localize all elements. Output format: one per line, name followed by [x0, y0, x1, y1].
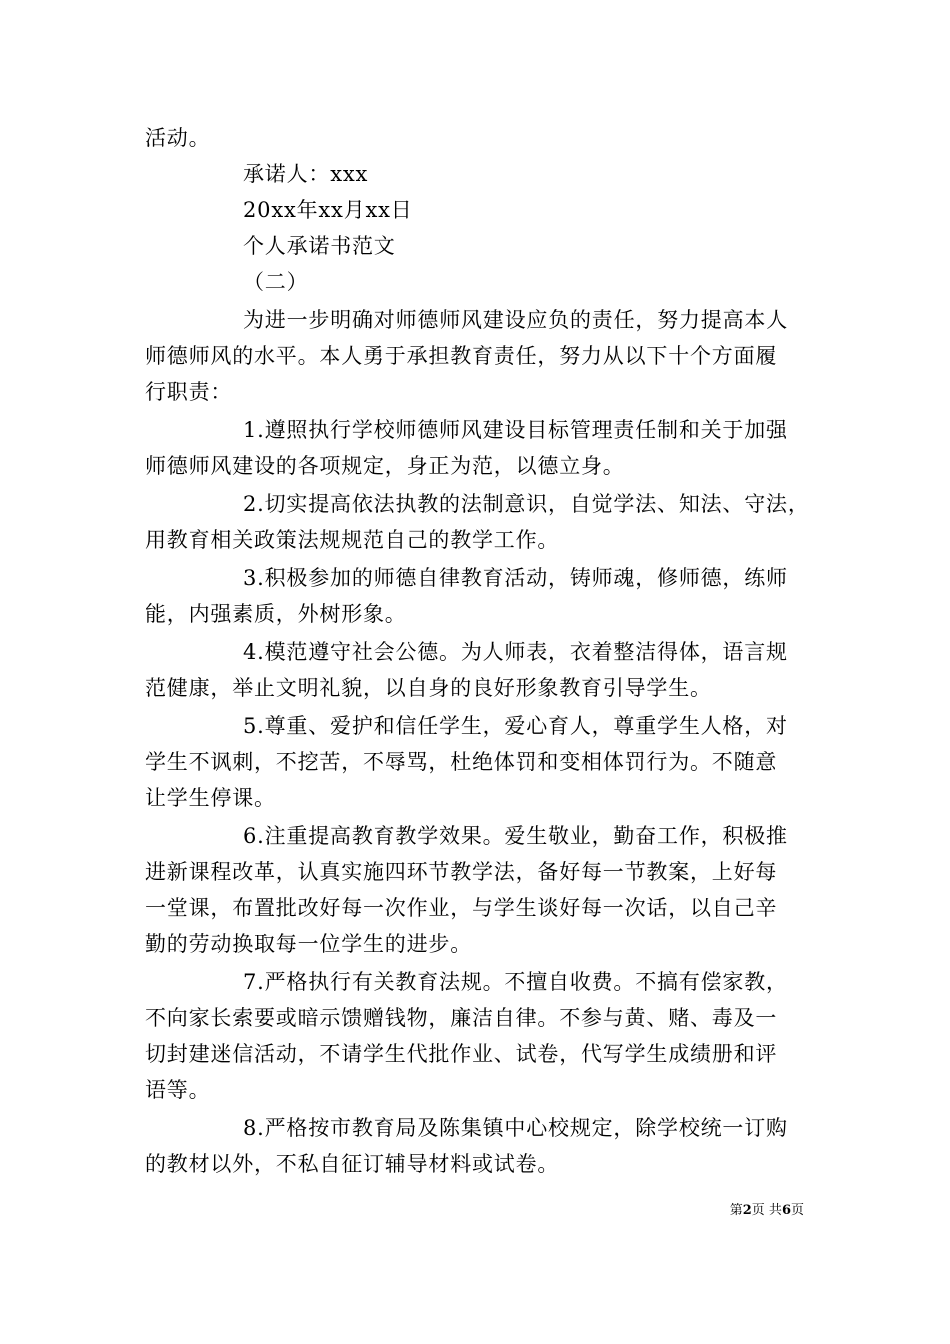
- text-line: 让学生停课。: [145, 786, 276, 810]
- footer-prefix: 第: [729, 1203, 743, 1218]
- text-line: 8.严格按市教育局及陈集镇中心校规定，除学校统一订购: [243, 1116, 788, 1140]
- text-line: 一堂课，布置批改好每一次作业，与学生谈好每一次话，以自己辛: [145, 896, 778, 920]
- text-line: 的教材以外，不私自征订辅导材料或试卷。: [145, 1152, 560, 1176]
- section-subtitle: （二）: [243, 270, 309, 294]
- text-line: 7.严格执行有关教育法规。不擅自收费。不搞有偿家教，: [243, 970, 788, 994]
- footer-suffix: 页: [790, 1203, 804, 1218]
- text-line: 6.注重提高教育教学效果。爱生敬业，勤奋工作，积极推: [243, 824, 788, 848]
- page-number-footer: [730, 1202, 804, 1220]
- text-line: 为进一步明确对师德师风建设应负的责任，努力提高本人: [243, 308, 788, 332]
- text-line: 师德师风的水平。本人勇于承担教育责任，努力从以下十个方面履: [145, 344, 778, 368]
- date-line: 20xx年xx月xx日: [243, 198, 413, 222]
- text-line: 师德师风建设的各项规定，身正为范，以德立身。: [145, 454, 625, 478]
- text-line: 5.尊重、爱护和信任学生，爱心育人，尊重学生人格，对: [243, 714, 788, 738]
- text-line: 范健康，举止文明礼貌，以自身的良好形象教育引导学生。: [145, 676, 712, 700]
- text-line: 3.积极参加的师德自律教育活动，铸师魂，修师德，练师: [243, 566, 788, 590]
- text-line: 切封建迷信活动，不请学生代批作业、试卷，代写学生成绩册和评: [145, 1042, 778, 1066]
- text-line: 4.模范遵守社会公德。为人师表，衣着整洁得体，语言规: [243, 640, 788, 664]
- text-line: 2.切实提高依法执教的法制意识，自觉学法、知法、守法，: [243, 492, 810, 516]
- text-line: 用教育相关政策法规规范自己的教学工作。: [145, 528, 560, 552]
- total-page-number: 6: [781, 1203, 791, 1218]
- text-line: 能，内强素质，外树形象。: [145, 602, 407, 626]
- text-line: 不向家长索要或暗示馈赠钱物，廉洁自律。不参与黄、赌、毒及一: [145, 1006, 778, 1030]
- text-line: 1.遵照执行学校师德师风建设目标管理责任制和关于加强: [243, 418, 788, 442]
- text-line: 进新课程改革，认真实施四环节教学法，备好每一节教案，上好每: [145, 860, 778, 884]
- text-line: 语等。: [145, 1078, 211, 1102]
- section-title: 个人承诺书范文: [243, 234, 396, 258]
- text-line: 行职责：: [145, 380, 233, 404]
- current-page-number: 2: [742, 1203, 752, 1218]
- signer-line: 承诺人：xxx: [243, 162, 369, 186]
- footer-middle: 页 共: [751, 1203, 782, 1218]
- text-line: 勤的劳动换取每一位学生的进步。: [145, 932, 472, 956]
- text-line: 学生不讽刺，不挖苦，不辱骂，杜绝体罚和变相体罚行为。不随意: [145, 750, 778, 774]
- text-line: 活动。: [145, 126, 211, 150]
